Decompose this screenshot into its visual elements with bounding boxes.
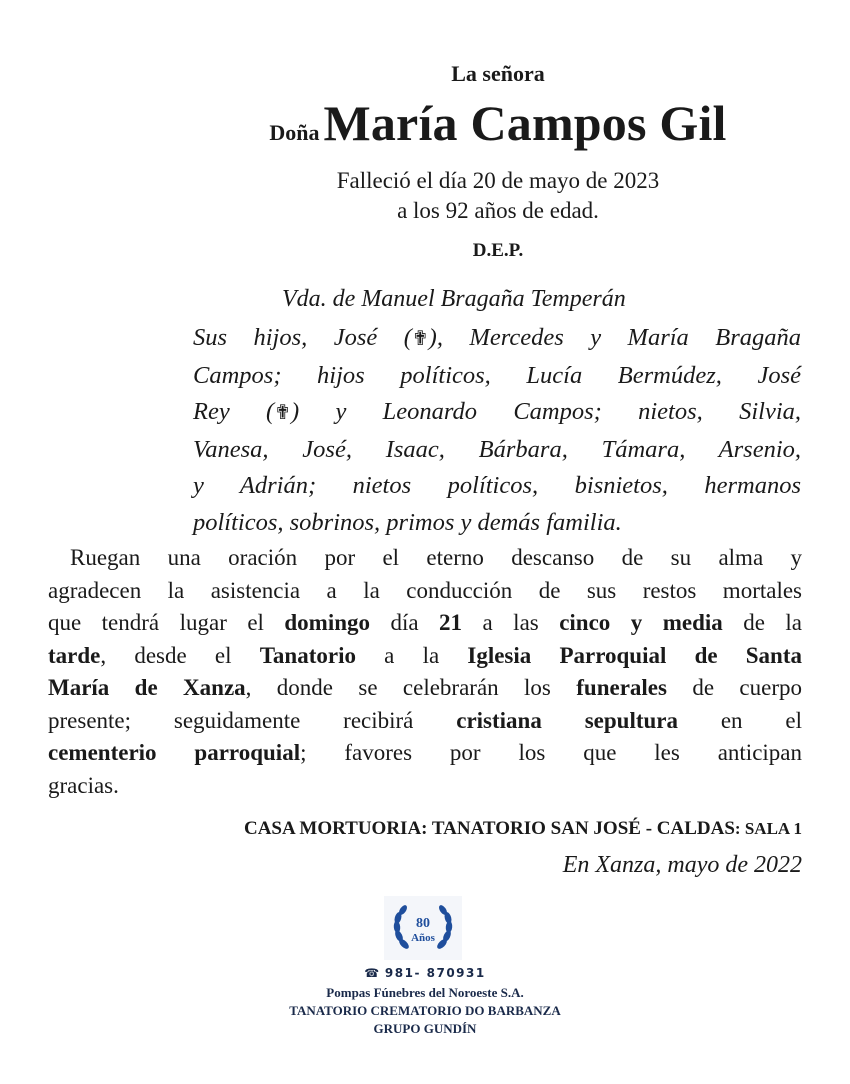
cross-icon: ✟: [411, 328, 429, 350]
logo-number: 80: [416, 916, 430, 931]
body-text: , desde el: [100, 642, 260, 668]
company-crematorium: TANATORIO CREMATORIO DO BARBANZA: [289, 1003, 561, 1018]
body-line: agradecen la asistencia a la conducción de sus restos mortales: [48, 577, 802, 603]
company-name: Pompas Fúnebres del Noroeste S.A.: [326, 985, 524, 1000]
body-text: a la: [355, 642, 468, 668]
cross-icon: ✟: [274, 402, 291, 424]
body-text: de la: [722, 610, 802, 635]
place-date-signoff: En Xanza, mayo de 2022: [562, 852, 802, 878]
company-block: [0, 984, 850, 1038]
body-text: en el: [678, 707, 803, 733]
church-name-cont: María de Xanza: [48, 675, 246, 700]
body-text: ; favores por los que les anticipan: [300, 740, 803, 765]
deceased-name-row: [0, 94, 850, 152]
mortuary-name: CASA MORTUORIA: TANATORIO SAN JOSÉ - CALDAS: [243, 818, 735, 839]
funeral-word: funerales: [576, 675, 667, 700]
body-text: presente; seguidamente recibirá: [48, 707, 457, 733]
notice-intro: [0, 58, 850, 90]
death-details: [0, 166, 850, 226]
day-of-week: domingo: [284, 610, 371, 635]
body-line: [48, 640, 802, 673]
family-line: políticos, sobrinos, primos y demás familia.: [193, 508, 622, 536]
family-paragraph: [193, 320, 801, 541]
body-text: a las: [462, 610, 560, 635]
body-line: [48, 737, 802, 770]
ceremony-time: cinco y media: [559, 610, 723, 635]
intro-text: La señora: [451, 61, 545, 86]
company-group: GRUPO GUNDÍN: [373, 1021, 477, 1036]
body-text: , donde se celebrarán los: [245, 675, 577, 700]
body-text: día: [370, 610, 440, 635]
origin-place: Tanatorio: [259, 642, 356, 668]
laurel-wreath-icon: [384, 896, 462, 960]
body-text: que tendrá lugar el: [48, 610, 285, 635]
burial-word: cristiana sepultura: [456, 707, 678, 733]
phone-line: [0, 966, 850, 980]
day-number: 21: [439, 610, 463, 635]
mortuary-line: [244, 818, 802, 840]
ceremony-paragraph: [48, 542, 802, 802]
mortuary-room: : SALA 1: [734, 819, 802, 838]
body-line: [48, 607, 802, 640]
logo-word: Años: [411, 932, 435, 944]
phone-number: 981- 870931: [384, 966, 486, 980]
family-line: Campos; hijos políticos, Lucía Bermúdez, José: [193, 361, 801, 389]
church-name: Iglesia Parroquial de Santa: [467, 642, 803, 668]
honorific-prefix: Doña: [269, 120, 320, 145]
body-text: de cuerpo: [666, 675, 802, 700]
body-line: gracias.: [48, 772, 119, 798]
cemetery-name: cementerio parroquial: [48, 740, 301, 765]
widow-line: Vda. de Manuel Bragaña Temperán: [282, 286, 626, 312]
death-date-line: Falleció el día 20 de mayo de 2023: [336, 168, 660, 193]
rip-abbreviation: D.E.P.: [472, 240, 524, 261]
family-text: ), Mercedes y María Bragaña: [428, 324, 802, 351]
body-line: [48, 705, 802, 738]
time-of-day: tarde: [48, 642, 101, 668]
deceased-name: María Campos Gil: [323, 95, 727, 151]
family-line: y Adrián; nietos políticos, bisnietos, hermanos: [193, 472, 801, 499]
body-line: Ruegan una oración por el eterno descanso de su alma y: [70, 545, 802, 570]
age-line: a los 92 años de edad.: [397, 198, 599, 223]
family-line: [193, 320, 801, 358]
telephone-icon: ☎: [364, 966, 380, 980]
body-line: [48, 672, 802, 705]
family-text: Sus hijos, José (: [193, 324, 412, 351]
family-line: Vanesa, José, Isaac, Bárbara, Támara, Arsenio,: [193, 435, 801, 463]
family-text: Rey (: [193, 398, 275, 425]
family-text: ) y Leonardo Campos; nietos, Silvia,: [290, 398, 802, 425]
anniversary-logo: [384, 896, 462, 960]
family-line: [193, 394, 801, 432]
